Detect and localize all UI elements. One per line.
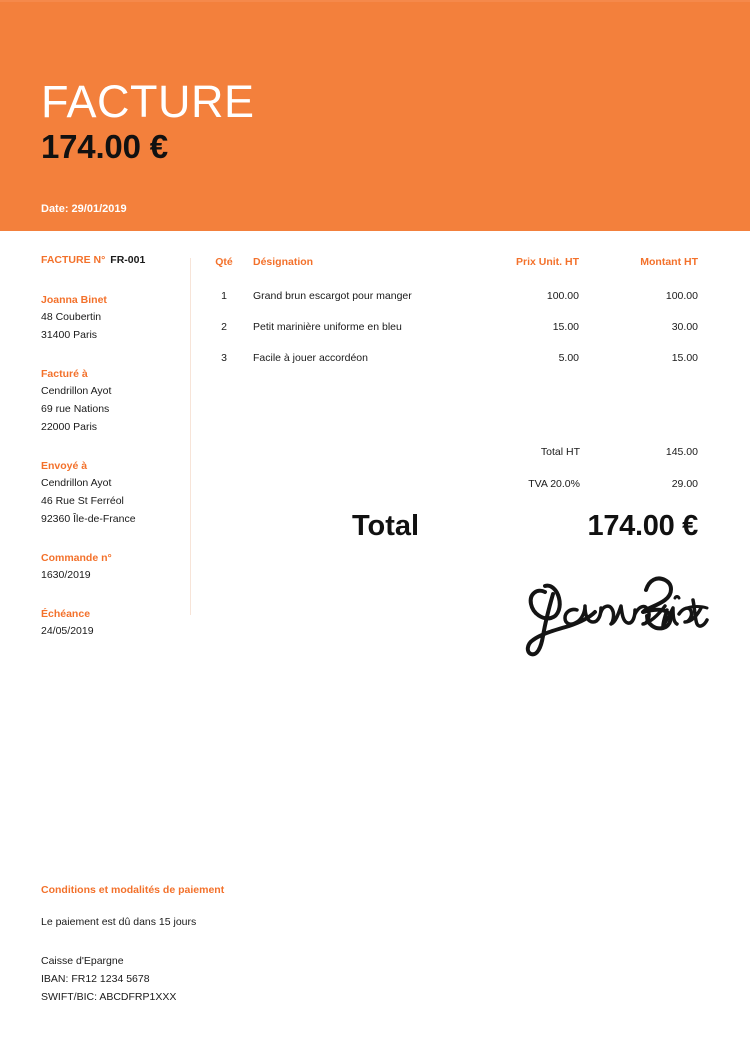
shipped-to-address-line-2: 92360 Île-de-France <box>41 513 136 525</box>
order-number-title: Commande n° <box>41 552 112 564</box>
invoice-meta-column <box>41 253 191 662</box>
cell-qty: 3 <box>221 352 227 364</box>
subtotal-value: 145.00 <box>665 446 698 458</box>
tax-row <box>212 475 698 493</box>
table-row <box>212 318 698 336</box>
cell-qty: 1 <box>221 290 227 302</box>
order-number-value: 1630/2019 <box>41 569 91 581</box>
due-date-block <box>41 606 191 640</box>
totals-section <box>212 443 698 545</box>
cell-description: Petit marinière uniforme en bleu <box>253 321 402 333</box>
grand-total-row <box>212 507 698 545</box>
payment-terms-section <box>41 882 441 1006</box>
cell-amount: 100.00 <box>665 290 698 302</box>
page-title: FACTURE <box>41 76 255 127</box>
cell-unit-price: 15.00 <box>552 321 579 333</box>
shipped-to-title: Envoyé à <box>41 460 88 472</box>
payment-terms-text: Le paiement est dû dans 15 jours <box>41 916 197 928</box>
invoice-number-value: FR-001 <box>110 254 146 266</box>
invoice-header-band <box>0 0 750 231</box>
cell-amount: 30.00 <box>671 321 698 333</box>
invoice-body <box>0 231 750 1061</box>
column-header-description: Désignation <box>253 256 314 268</box>
billed-to-title: Facturé à <box>41 368 88 380</box>
billed-to-block <box>41 366 191 436</box>
grand-total-label: Total <box>352 510 420 542</box>
table-row <box>212 349 698 367</box>
cell-unit-price: 100.00 <box>546 290 579 302</box>
signature-image <box>515 564 715 664</box>
tax-value: 29.00 <box>671 478 698 490</box>
grand-total-value: 174.00 € <box>587 510 698 542</box>
cell-description: Grand brun escargot pour manger <box>253 290 412 302</box>
subtotal-row <box>212 443 698 461</box>
issuer-name: Joanna Binet <box>41 294 107 306</box>
bank-name: Caisse d'Epargne <box>41 955 124 967</box>
invoice-number <box>41 253 191 267</box>
invoice-number-label: FACTURE N° <box>41 254 106 266</box>
payment-terms-title: Conditions et modalités de paiement <box>41 884 225 896</box>
bank-iban: IBAN: FR12 1234 5678 <box>41 973 150 985</box>
cell-qty: 2 <box>221 321 227 333</box>
cell-amount: 15.00 <box>671 352 698 364</box>
cell-description: Facile à jouer accordéon <box>253 352 368 364</box>
order-number-block <box>41 550 191 584</box>
line-items-table <box>212 253 698 380</box>
column-header-unit-price: Prix Unit. HT <box>515 256 579 268</box>
issuer-address-line-2: 31400 Paris <box>41 329 98 341</box>
table-row <box>212 287 698 305</box>
column-header-qty: Qté <box>215 256 233 268</box>
header-total-amount: 174.00 € <box>41 128 168 165</box>
billed-to-address-line-2: 22000 Paris <box>41 421 98 433</box>
shipped-to-name: Cendrillon Ayot <box>41 477 112 489</box>
cell-unit-price: 5.00 <box>558 352 579 364</box>
due-date-title: Échéance <box>41 608 91 620</box>
header-top-edge <box>0 0 750 2</box>
tax-label: TVA 20.0% <box>528 478 580 490</box>
issuer-block <box>41 292 191 344</box>
due-date-value: 24/05/2019 <box>41 625 94 637</box>
shipped-to-block <box>41 458 191 528</box>
column-header-amount: Montant HT <box>640 256 698 268</box>
shipped-to-address-line-1: 46 Rue St Ferréol <box>41 495 124 507</box>
invoice-date: Date: 29/01/2019 <box>41 203 127 215</box>
billed-to-name: Cendrillon Ayot <box>41 385 112 397</box>
subtotal-label: Total HT <box>540 446 580 458</box>
issuer-address-line-1: 48 Coubertin <box>41 311 102 323</box>
table-header-row <box>212 253 698 271</box>
billed-to-address-line-1: 69 rue Nations <box>41 403 110 415</box>
bank-swift: SWIFT/BIC: ABCDFRP1XXX <box>41 991 177 1003</box>
